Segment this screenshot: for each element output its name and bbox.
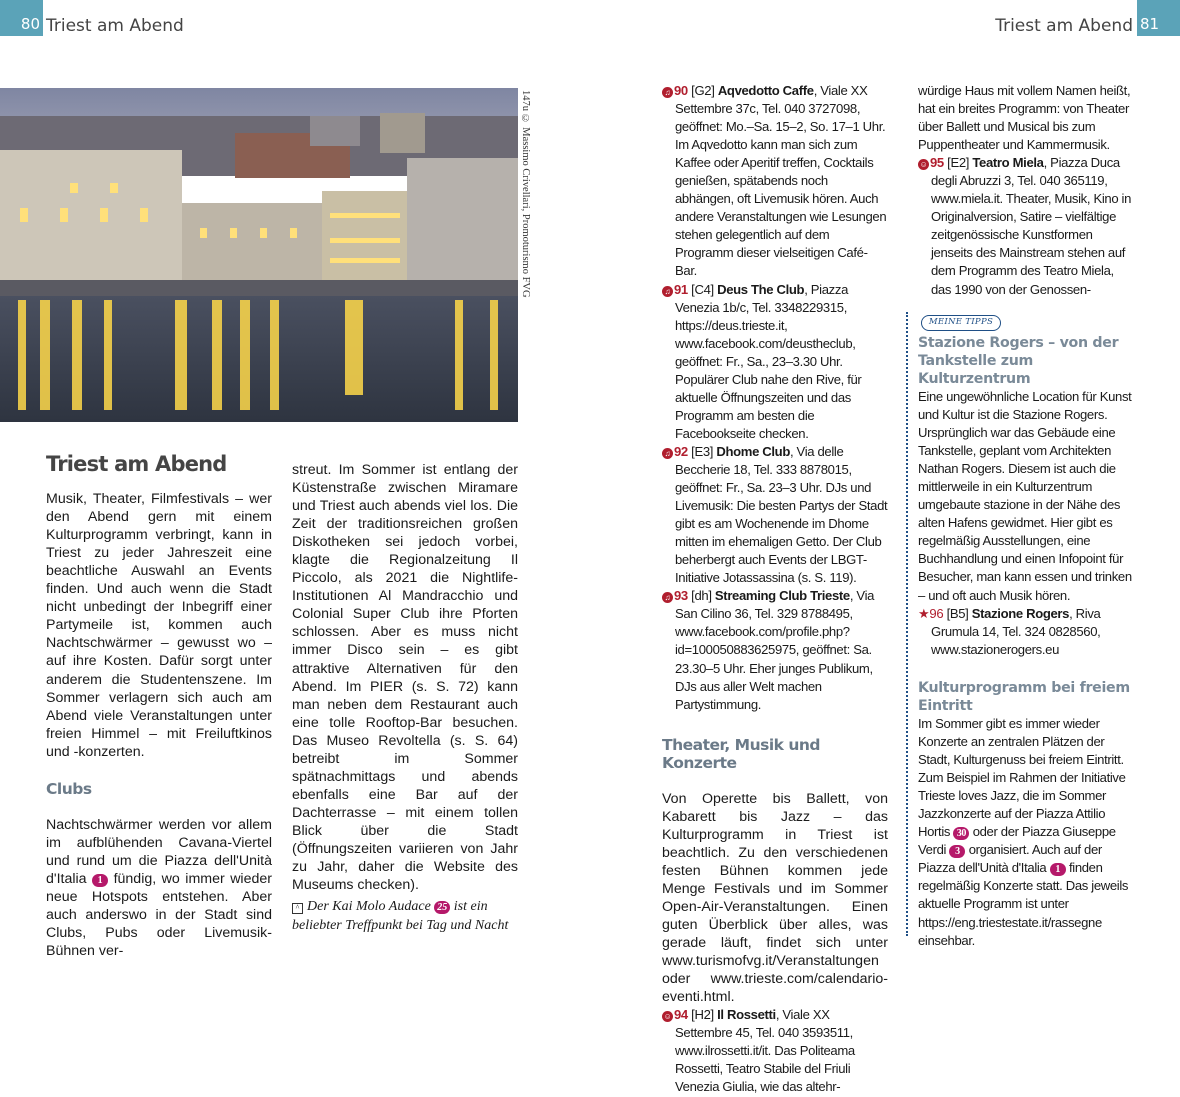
page-number-text: 80	[20, 15, 40, 33]
entry-number: 94	[674, 1007, 688, 1023]
theater-mask-icon: ☺	[919, 160, 928, 170]
venue-details: , Via San Cilino 36, Tel. 329 8788495, www.facebook.com/profile.php?id=100050883625975, geöffnet: Sa. 23.30–5 Uhr. Eher junges Publikum, DJs aus aller Welt machen Partystimmung.	[675, 588, 875, 712]
club-icon: ♫	[662, 87, 673, 98]
club-icon: ♫	[662, 286, 673, 297]
map-marker[interactable]: 3	[949, 845, 965, 858]
map-marker[interactable]: 30	[953, 827, 969, 840]
continued-paragraph: streut. Im Sommer ist entlang der Küstenstraße zwischen Miramare und Triest auch abends viel los. Die Zeit der traditionsreichen großen Diskotheken sei jedoch vorbei, klagte die Regionalzeitung Il Piccolo, als 2021 die Nightlife-Institutionen Al Mandracchio und Colonial Super Club ihre Pforten schlossen. Aber es muss nicht immer Disco sein – es gibt attraktive Alternativen für den Abend. Im PIER (s. S. 72) kann man neben dem Restaurant auch eine tolle Rooftop-Bar besuchen. Das Museo Revoltella (s. S. 64) betreibt im Sommer spätnachmittags und abends ebenfalls eine Bar auf der Dachterrasse – mit einem tollen Blick über die Stadt (Öffnungszeiten variieren von Jahr zu Jahr, daher die Website des Museums checken).	[292, 462, 518, 894]
map-grid: [E3]	[691, 443, 714, 459]
venue-name: Aqvedotto Caffe	[717, 83, 814, 98]
listings-column	[662, 82, 888, 1097]
listing-entry	[662, 281, 888, 443]
venue-name: Teatro Miela	[972, 155, 1044, 171]
map-marker[interactable]: 1	[1050, 863, 1066, 876]
listing-entry	[918, 605, 1136, 659]
photo-caption	[292, 897, 527, 935]
venue-name: Dhome Club	[716, 443, 790, 459]
theater-heading: Theater, Musik und Konzerte	[662, 735, 821, 772]
clubs-heading: Clubs	[46, 779, 92, 798]
venue-name: Streaming Club Trieste	[714, 588, 850, 604]
venue-details: , Riva Grumula 14, Tel. 324 0828560, www.stazionerogers.eu	[931, 605, 1101, 657]
photo-credit: 147u © Massimo Crivellari, Promoturismo FVG	[520, 90, 531, 298]
venue-details: , Piazza Duca degli Abruzzi 3, Tel. 040 365119, www.miela.it. Theater, Musik, Kino in Originalversion, Satire – vielfältige zeitgenössische Kunstformen jenseits des Mainstream stehen auf dem Programm des Teatro Miela, das 1990 von der Genossen-	[931, 155, 1132, 297]
article-column-1	[46, 452, 272, 960]
clubs-text: fündig, wo immer wieder neue Hotspots entstehen. Aber auch anderswo in der Stadt sind Clubs, Pubs oder Livemusik-Bühnen ver-	[46, 870, 272, 960]
theater-intro: Von Operette bis Ballett, von Kabarett bis Jazz – das Kulturprogramm in Triest ist beachtlich. Zu den verschiedenen festen Bühnen kommen jede Menge Festivals und im Sommer Open-Air-Veranstaltungen. Einen guten Überblick über alles, was gerade läuft, findet sich unter www.turismofvg.it/Veranstaltungen oder www.trieste.com/calendario-eventi.html.	[662, 790, 888, 1006]
listing-entry	[918, 154, 1132, 298]
entry-number: 93	[674, 588, 688, 604]
star-icon: ★	[918, 605, 930, 621]
venue-details: , Via delle Beccherie 18, Tel. 333 8878015, geöffnet: Fr., Sa. 23–3 Uhr. DJs und Livemusik: Die besten Partys der Stadt gibt es am Wochenende im Dhome mitten im ehemaligen Getto. Der Club beherbergt auch Events der LBGT-Initiative Jotassassina (s. S. 119).	[675, 443, 888, 586]
tip-text-part: Im Sommer gibt es immer wieder Konzerte an zentralen Plätzen der Stadt, Kulturgenuss bei freiem Eintritt. Zum Beispiel im Rahmen der Initiative Trieste loves Jazz, die im Sommer Jazzkonzerte auf der Piazza Attilio Hortis	[918, 716, 1126, 840]
entry-number: 95	[930, 155, 944, 171]
map-grid: [dh]	[691, 588, 712, 604]
caption-text: ist ein beliebter Treffpunkt bei Tag und Nacht	[292, 899, 509, 933]
tower-block	[310, 116, 360, 146]
photo-illustration	[0, 88, 518, 422]
map-grid: [H2]	[691, 1007, 714, 1023]
running-title-left: Triest am Abend	[46, 16, 184, 36]
club-icon: ♫	[662, 592, 673, 603]
theater-mask-icon: ☺	[663, 1012, 672, 1022]
entry-number: 92	[674, 443, 688, 459]
article-title: Triest am Abend	[46, 452, 227, 476]
tip-stazione-rogers	[918, 334, 1136, 659]
map-grid: [G2]	[691, 83, 715, 98]
tip-text: Eine ungewöhnliche Location für Kunst und Kultur ist die Stazione Rogers. Ursprünglich war das Gebäude eine Tankstelle, geplant vom Architekten Nathan Rogers. Diesem ist auch die mittlerweile in ein Kulturzentrum umgebaute stazione in der Nähe des alten Hafens gewidmet. Hier gibt es regelmäßig Ausstellungen, eine Buchhandlung und einen Infopoint für Besucher, man kann essen und trinken – und oft auch Musik hören.	[918, 389, 1132, 603]
listing-entry	[662, 82, 888, 281]
listing-entry	[662, 1006, 888, 1096]
tip-text-part: organisiert. Auch auf der Piazza dell'Unità d'Italia	[918, 842, 1102, 876]
page-number-right	[1137, 0, 1180, 36]
listing-entry	[662, 587, 888, 713]
clubs-paragraph	[46, 816, 272, 960]
tower-block	[380, 113, 425, 153]
page-number-text: 81	[1140, 15, 1160, 33]
meine-tipps-badge: MEINE TIPPS	[921, 315, 1001, 331]
theater-continuation: würdige Haus mit vollem Namen heißt, hat ein breites Programm: von Theater über Ballett und Musical bis zum Puppentheater und Kammermusik.	[918, 83, 1131, 153]
palace-lloyd	[322, 191, 407, 283]
venue-name: Il Rossetti	[717, 1007, 776, 1023]
map-marker[interactable]: 25	[434, 901, 450, 914]
map-grid: [E2]	[947, 155, 970, 171]
venue-details: , Viale XX Settembre 37c, Tel. 040 3727098, geöffnet: Mo.–Sa. 15–2, So. 17–1 Uhr. Im Aqvedotto kann man sich zum Kaffee oder Aperitif treffen, Cocktails genießen, spätabends noch abhängen, oft Livemusik hören. Auch andere Veranstaltungen wie Lesungen stehen gelegentlich auf dem Programm dieser vielseitigen Café-Bar.	[675, 83, 887, 279]
palace-right	[407, 158, 518, 283]
quay	[0, 280, 518, 296]
caption-arrow-up-icon: ^	[292, 903, 303, 914]
article-column-2	[292, 461, 518, 894]
trieste-harbour-photo	[0, 88, 518, 422]
venue-name: Deus The Club	[717, 281, 805, 297]
clubs-text: Nachtschwärmer werden vor allem im aufblühenden Cavana-Viertel und rund um die Piazza dell'Unità d'Italia	[46, 816, 272, 887]
tip-text	[918, 715, 1136, 950]
palace-mid	[182, 203, 322, 283]
tip-text-part: finden regelmäßig Konzerte statt. Das jeweils aktuelle Programm ist unter https://eng.triestestate.it/rassegne einsehbar.	[918, 860, 1129, 948]
entry-number: 90	[674, 83, 688, 98]
listings-column-right	[918, 82, 1132, 299]
map-grid: [B5]	[946, 605, 969, 621]
tip-heading: Kulturprogramm bei freiem Eintritt	[918, 680, 1130, 714]
tip-heading: Stazione Rogers – von der Tankstelle zum Kulturzentrum	[918, 335, 1119, 387]
map-marker[interactable]: 1	[92, 874, 108, 887]
venue-details: , Piazza Venezia 1b/c, Tel. 3348229315, https://deus.trieste.it, www.facebook.com/deustheclub, geöffnet: Fr., Sa., 23–3.30 Uhr. Populärer Club nahe den Rive, für aktuelle Öffnungszeiten und das Programm am besten die Facebookseite checken.	[675, 281, 862, 441]
entry-number: 91	[674, 281, 688, 297]
map-grid: [C4]	[691, 281, 714, 297]
venue-name: Stazione Rogers	[971, 605, 1070, 621]
tip-kulturprogramm	[918, 679, 1136, 950]
page-number-left	[0, 0, 43, 36]
club-icon: ♫	[662, 448, 673, 459]
intro-paragraph: Musik, Theater, Filmfestivals – wer den Abend gern mit einem Kulturprogramm verbringt, kann in Triest zu jeder Jahreszeit eine beachtliche Auswahl an Events finden. Und auch wenn die Stadt nicht unbedingt der Inbegriff einer Partymeile ist, kommen auch Nachtschwärmer – gewusst wo – auf ihre Kosten. Dafür sorgt unter anderem die Studentenszene. Im Sommer verlagern sich auch am Abend viele Veranstaltungen unter freien Himmel – mit Freiluftkinos und -konzerten.	[46, 491, 272, 760]
venue-details: , Viale XX Settembre 45, Tel. 040 3593511, www.ilrossetti.it/it. Das Politeama Rossetti, Teatro Stabile del Friuli Venezia Giulia, wie das altehr-	[675, 1007, 855, 1095]
entry-number: 96	[929, 605, 944, 621]
tip-text-part: oder der Piazza Giuseppe Verdi	[918, 824, 1116, 858]
listing-entry	[662, 443, 888, 587]
caption-text: Der Kai Molo Audace	[307, 899, 431, 914]
running-title-right: Triest am Abend	[995, 16, 1133, 36]
